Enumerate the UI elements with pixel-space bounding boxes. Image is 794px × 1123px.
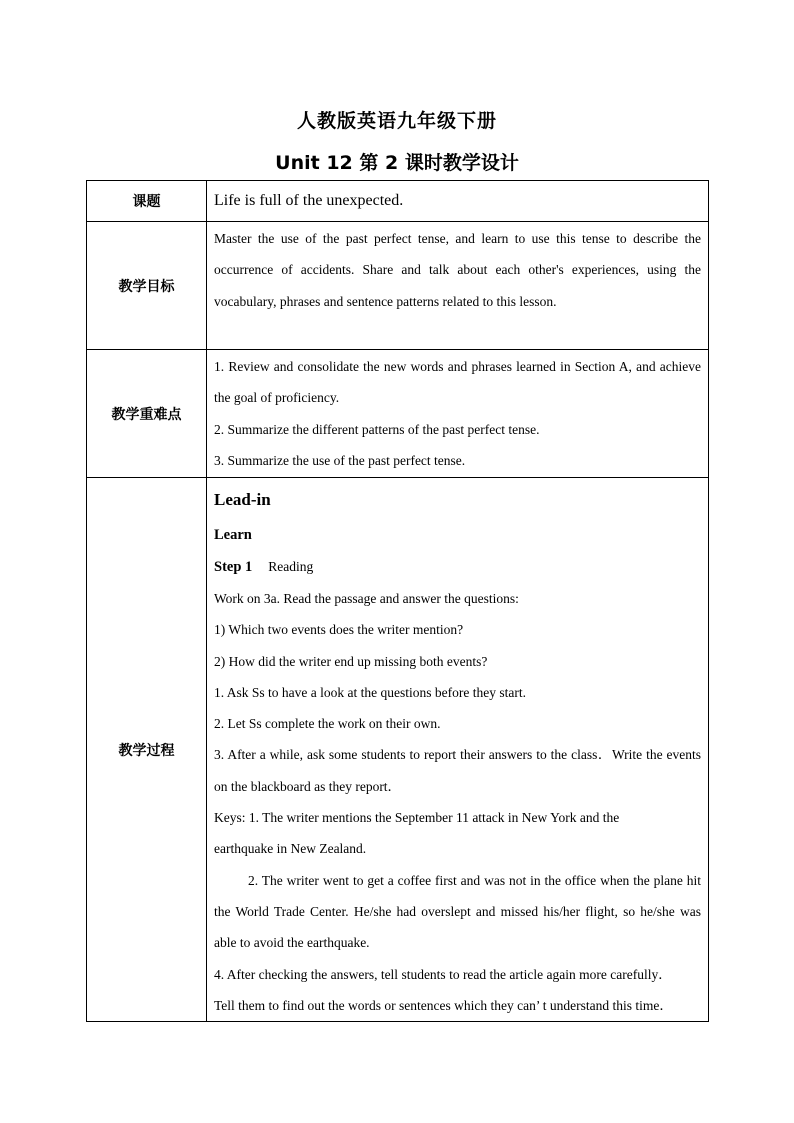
key-point-item: 3. Summarize the use of the past perfect tense. [214, 452, 466, 468]
process-label: 教学过程 [87, 478, 207, 1022]
key-points-cell [207, 350, 709, 478]
learn-heading: Learn [214, 527, 252, 543]
topic-label: 课题 [87, 181, 207, 222]
keys-line: Keys: 1. The writer mentions the September 11 attack in New York and the [214, 810, 620, 826]
process-item-4: 4. After checking the answers, tell students to read the article again more carefully． [214, 966, 672, 982]
document-subtitle: Unit 12 第 2 课时教学设计 [275, 152, 519, 174]
process-row [87, 478, 709, 1022]
topic-value: Life is full of the unexpected. [207, 181, 709, 222]
step-name: Reading [268, 559, 314, 574]
lead-in-heading: Lead-in [214, 490, 271, 509]
goal-text: Master the use of the past perfect tense, and learn to use this tense to describe the occurrence of accidents. Share and talk about each other's experiences, using the vocabulary, phrases and sentence patterns related to this lesson. [214, 231, 701, 309]
lesson-plan-table [86, 180, 709, 1022]
step-line [214, 551, 701, 583]
process-line: 2. Let Ss complete the work on their own. [214, 716, 441, 732]
process-item-4-cont: Tell them to find out the words or sentences which they can’ t understand this time． [214, 997, 673, 1013]
document-title: 人教版英语九年级下册 [296, 110, 497, 132]
process-line: 1) Which two events does the writer mention? [214, 622, 464, 638]
process-item-3: 3. After a while, ask some students to report their answers to the class．Write the events on the blackboard as they report． [214, 747, 701, 794]
goal-row [87, 222, 709, 350]
key-points-row [87, 350, 709, 478]
keys-answer-2: 2. The writer went to get a coffee first and was not in the office when the plane hit the World Trade Center. He/she had overslept and missed his/her flight, so he/she was able to avoid the earthquake. [214, 872, 701, 951]
key-point-item: 2. Summarize the different patterns of the past perfect tense. [214, 421, 540, 437]
keys-line: earthquake in New Zealand. [214, 841, 367, 857]
key-points-label: 教学重难点 [87, 350, 207, 478]
process-line: Work on 3a. Read the passage and answer the questions: [214, 591, 519, 606]
key-point-item: 1. Review and consolidate the new words and phrases learned in Section A, and achieve the goal of proficiency. [214, 359, 701, 406]
process-line: 1. Ask Ss to have a look at the questions before they start. [214, 684, 526, 700]
process-cell [207, 478, 709, 1022]
process-line: 2) How did the writer end up missing both events? [214, 653, 488, 669]
step-label: Step 1 [214, 559, 253, 575]
goal-label: 教学目标 [87, 222, 207, 350]
goal-cell [207, 222, 709, 350]
topic-row [87, 181, 709, 222]
